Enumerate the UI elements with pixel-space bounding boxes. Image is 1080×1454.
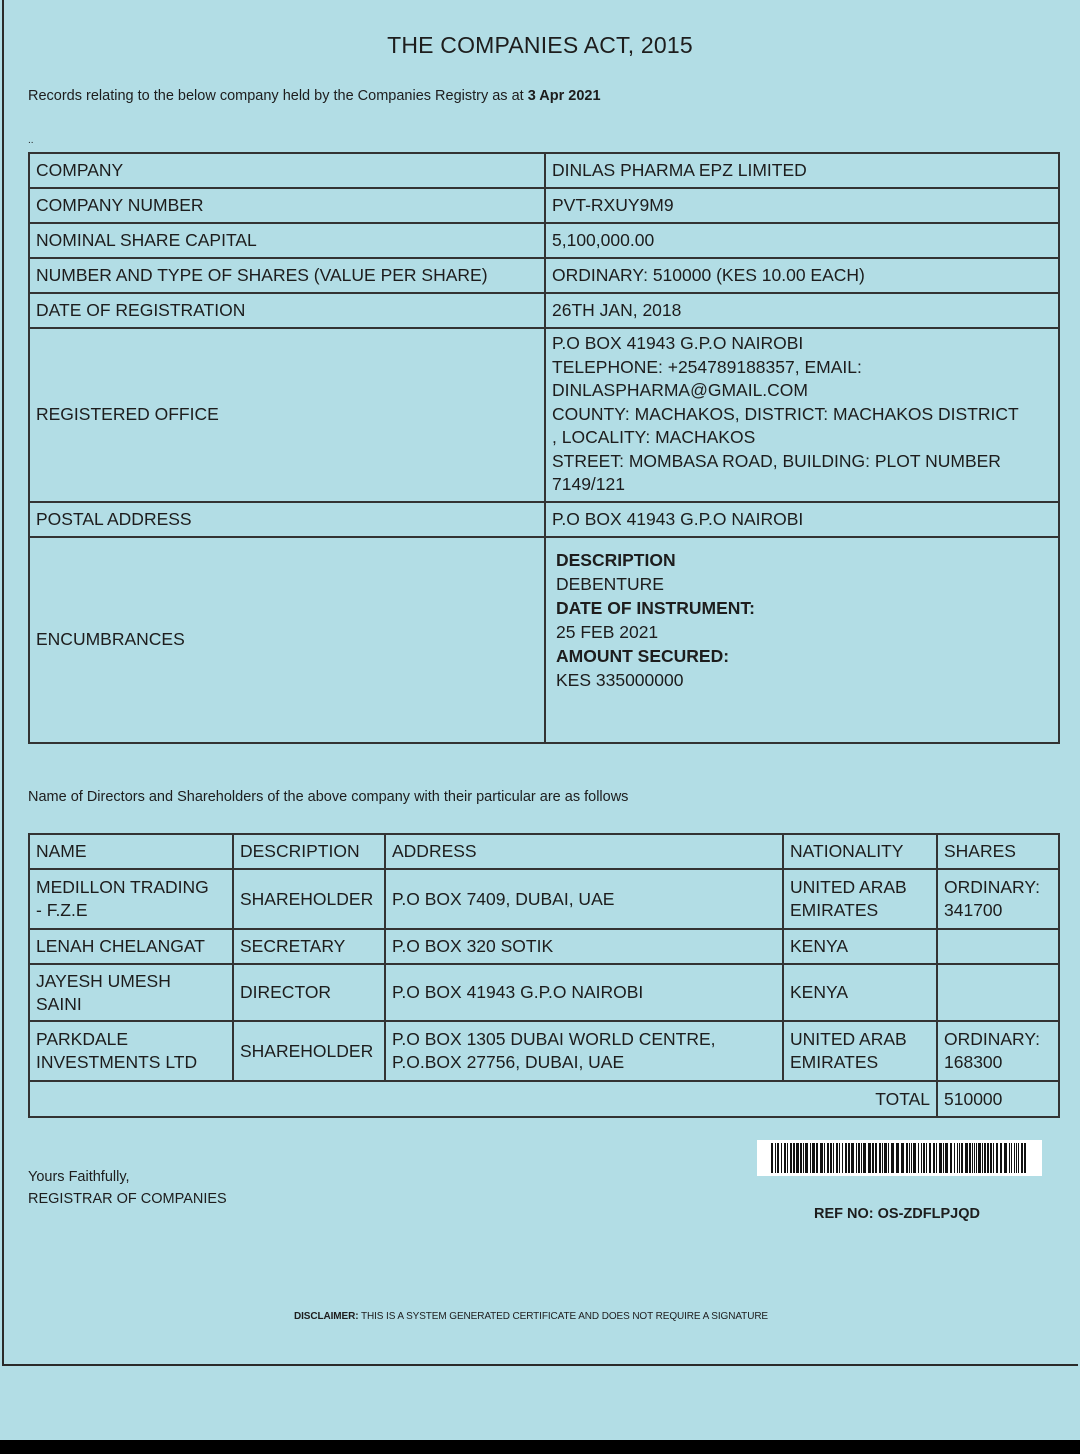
bottom-bar <box>0 1440 1080 1454</box>
table-row <box>29 964 1059 1021</box>
name-line: SAINI <box>36 993 82 1014</box>
address-line: TELEPHONE: +254789188357, EMAIL: <box>552 356 862 377</box>
nationality-line: KENYA <box>790 936 849 956</box>
total-value: 510000 <box>937 1081 1059 1117</box>
encumbrances-value <box>545 537 1059 743</box>
director-description: SHAREHOLDER <box>233 1021 385 1081</box>
disclaimer-text: THIS IS A SYSTEM GENERATED CERTIFICATE AND DOES NOT REQUIRE A SIGNATURE <box>360 1311 769 1322</box>
director-name <box>29 964 233 1021</box>
intro-sentence: Records relating to the below company held by the Companies Registry as at <box>28 88 524 104</box>
company-details-table <box>28 152 1060 744</box>
row-label: DATE OF REGISTRATION <box>29 293 545 328</box>
row-value: 5,100,000.00 <box>545 223 1059 258</box>
director-name <box>29 929 233 964</box>
nationality-line: KENYA <box>790 982 849 1002</box>
address-line: P.O.BOX 27756, DUBAI, UAE <box>392 1052 625 1072</box>
table-row <box>29 1021 1059 1081</box>
row-label: NUMBER AND TYPE OF SHARES (VALUE PER SHARE) <box>29 258 545 293</box>
table-row <box>29 929 1059 964</box>
address-line: , LOCALITY: MACHAKOS <box>552 427 756 447</box>
table-row <box>29 869 1059 929</box>
row-value: ORDINARY: 510000 (KES 10.00 EACH) <box>545 258 1059 293</box>
address-line: 7149/121 <box>552 474 625 494</box>
director-address <box>385 964 783 1021</box>
address-line: P.O BOX 41943 G.P.O NAIROBI <box>552 333 804 353</box>
table-row <box>29 223 1059 258</box>
encumbrance-description: DEBENTURE <box>556 573 664 594</box>
column-header: DESCRIPTION <box>233 834 385 869</box>
barcode-graphic <box>771 1143 1029 1173</box>
table-row <box>29 258 1059 293</box>
row-label: COMPANY NUMBER <box>29 188 545 223</box>
encumbrance-date-label: DATE OF INSTRUMENT: <box>556 597 755 618</box>
address-line: STREET: MOMBASA ROAD, BUILDING: PLOT NUMBER <box>552 450 1001 471</box>
shares-line: ORDINARY: <box>944 877 1040 897</box>
row-value: 26TH JAN, 2018 <box>545 293 1059 328</box>
row-label: COMPANY <box>29 153 545 188</box>
name-line: LENAH CHELANGAT <box>36 936 205 956</box>
encumbrance-amount: KES 335000000 <box>556 669 684 690</box>
row-label: NOMINAL SHARE CAPITAL <box>29 223 545 258</box>
name-line: PARKDALE <box>36 1029 129 1049</box>
closing-line: Yours Faithfully, <box>28 1169 130 1185</box>
intro-text <box>28 88 601 104</box>
intro-date: 3 Apr 2021 <box>527 88 601 104</box>
row-label: ENCUMBRANCES <box>29 537 545 743</box>
disclaimer <box>294 1311 768 1322</box>
table-row <box>29 153 1059 188</box>
directors-table <box>28 833 1060 1118</box>
director-nationality <box>783 964 937 1021</box>
encumbrance-amount-label: AMOUNT SECURED: <box>556 645 730 666</box>
address-line: DINLASPHARMA@GMAIL.COM <box>552 380 808 400</box>
table-row <box>29 502 1059 537</box>
director-description: DIRECTOR <box>233 964 385 1021</box>
total-label: TOTAL <box>29 1081 937 1117</box>
nationality-line: EMIRATES <box>790 1052 879 1072</box>
column-header: ADDRESS <box>385 834 783 869</box>
director-address <box>385 929 783 964</box>
table-row <box>29 293 1059 328</box>
table-row <box>29 188 1059 223</box>
document-title: THE COMPANIES ACT, 2015 <box>387 32 693 58</box>
column-header: NATIONALITY <box>783 834 937 869</box>
table-header-row <box>29 834 1059 869</box>
name-line: JAYESH UMESH <box>36 970 171 991</box>
address-line: COUNTY: MACHAKOS, DISTRICT: MACHAKOS DISTRICT <box>552 403 1019 424</box>
disclaimer-label: DISCLAIMER: <box>294 1311 359 1322</box>
director-shares <box>937 1021 1059 1081</box>
directors-intro: Name of Directors and Shareholders of the above company with their particular are as follows <box>28 789 629 805</box>
row-label: POSTAL ADDRESS <box>29 502 545 537</box>
encumbrance-description-label: DESCRIPTION <box>556 549 676 570</box>
row-label: REGISTERED OFFICE <box>29 328 545 502</box>
director-nationality <box>783 869 937 929</box>
shares-line: 341700 <box>944 900 1003 920</box>
director-description: SECRETARY <box>233 929 385 964</box>
closing-block <box>28 1166 227 1210</box>
total-row <box>29 1081 1059 1117</box>
director-nationality <box>783 929 937 964</box>
director-nationality <box>783 1021 937 1081</box>
director-shares <box>937 869 1059 929</box>
name-line: - F.Z.E <box>36 900 88 920</box>
column-header: NAME <box>29 834 233 869</box>
address-line: P.O BOX 41943 G.P.O NAIROBI <box>392 982 644 1002</box>
name-line: INVESTMENTS LTD <box>36 1052 198 1072</box>
director-shares <box>937 929 1059 964</box>
director-name <box>29 869 233 929</box>
director-address <box>385 869 783 929</box>
address-line: P.O BOX 1305 DUBAI WORLD CENTRE, <box>392 1029 716 1049</box>
reference-number: REF NO: OS-ZDFLPJQD <box>814 1206 980 1222</box>
name-line: MEDILLON TRADING <box>36 877 209 897</box>
nationality-line: UNITED ARAB <box>790 877 907 897</box>
nationality-line: UNITED ARAB <box>790 1029 907 1049</box>
director-name <box>29 1021 233 1081</box>
registered-office-value <box>545 328 1059 502</box>
row-value: DINLAS PHARMA EPZ LIMITED <box>545 153 1059 188</box>
shares-line: ORDINARY: <box>944 1029 1040 1049</box>
row-value: P.O BOX 41943 G.P.O NAIROBI <box>545 502 1059 537</box>
shares-line: 168300 <box>944 1052 1003 1072</box>
table-row <box>29 537 1059 743</box>
address-line: P.O BOX 7409, DUBAI, UAE <box>392 888 615 909</box>
address-line: P.O BOX 320 SOTIK <box>392 936 554 956</box>
nationality-line: EMIRATES <box>790 900 879 920</box>
director-address <box>385 1021 783 1081</box>
table-row <box>29 328 1059 502</box>
encumbrance-date: 25 FEB 2021 <box>556 621 659 642</box>
column-header: SHARES <box>937 834 1059 869</box>
barcode <box>757 1140 1042 1176</box>
dots-mark: .. <box>28 135 34 146</box>
closing-signatory: REGISTRAR OF COMPANIES <box>28 1191 227 1207</box>
row-value: PVT-RXUY9M9 <box>545 188 1059 223</box>
director-description: SHAREHOLDER <box>233 869 385 929</box>
director-shares <box>937 964 1059 1021</box>
